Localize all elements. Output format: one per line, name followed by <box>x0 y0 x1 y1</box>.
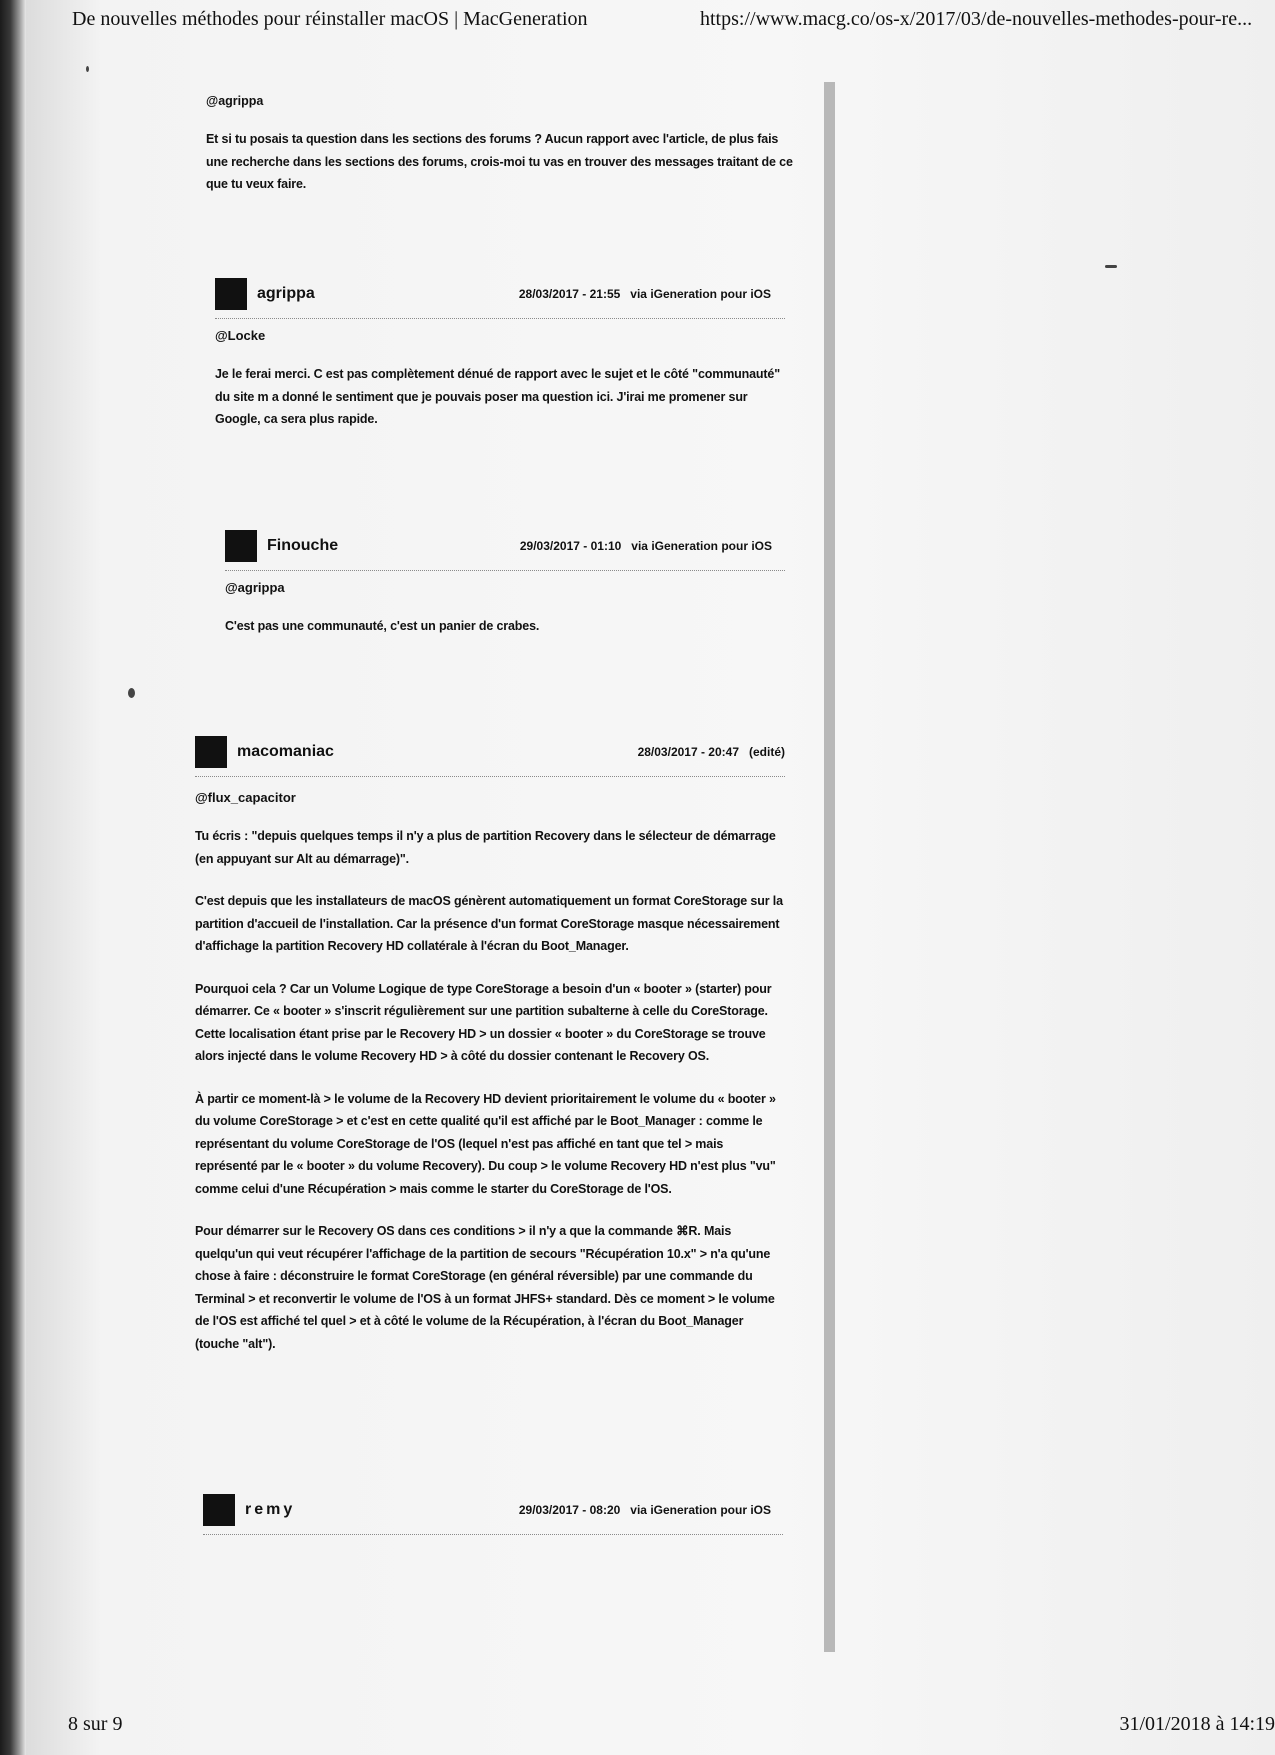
comment-agrippa <box>215 278 785 451</box>
comment-author[interactable]: Finouche <box>267 537 339 554</box>
comment-header <box>203 1494 783 1526</box>
comment-mention[interactable]: @agrippa <box>225 580 285 595</box>
print-header-title: De nouvelles méthodes pour réinstaller macOS | MacGeneration <box>72 8 588 30</box>
comment-body <box>195 825 785 1355</box>
print-header-url: https://www.macg.co/os-x/2017/03/de-nouvelles-methodes-pour-re... <box>700 8 1253 30</box>
comment-paragraph: À partir ce moment-là > le volume de la Recovery HD devient prioritairement le volume du « booter » du volume CoreStorage > et c'est en cette qualité qu'il est affiché par le Boot_Manager : comme le représentant du volume CoreStorage de l'OS (lequel n'est pas affiché en tant que tel > mais représenté par le « booter » du volume Recovery). Du coup > le volume Recovery HD n'est plus "vu" comme celui d'une Récupération > mais comme le starter du CoreStorage de l'OS. <box>195 1091 776 1196</box>
avatar[interactable] <box>225 530 257 562</box>
comment-paragraph: Je le ferai merci. C est pas complètement dénué de rapport avec le sujet et le côté "communauté" du site m a donné le sentiment que je pouvais poser ma question ici. J'irai me promener sur Google, ca sera plus rapide. <box>215 367 781 426</box>
comment-author[interactable]: agrippa <box>257 285 315 302</box>
scan-speck <box>1105 265 1117 268</box>
comments-scrollbar[interactable] <box>824 82 835 1652</box>
comment-via: via iGeneration pour iOS <box>630 287 771 301</box>
print-footer-timestamp: 31/01/2018 à 14:19 <box>1119 1713 1275 1735</box>
comment-meta <box>520 539 772 553</box>
comment-body <box>225 615 785 638</box>
avatar[interactable] <box>203 1494 235 1526</box>
comment-paragraph: C'est depuis que les installateurs de macOS génèrent automatiquement un format CoreStorage sur la partition d'accueil de l'installation. Car la présence d'un format CoreStorage masque nécessairement d'affichage la partition Recovery HD collatérale à l'écran du Boot_Manager. <box>195 894 783 953</box>
comment-macomaniac <box>195 736 785 1375</box>
avatar[interactable] <box>195 736 227 768</box>
comment-remy <box>203 1494 783 1526</box>
comment-author[interactable]: macomaniac <box>237 743 334 760</box>
comment-paragraph: Et si tu posais ta question dans les sections des forums ? Aucun rapport avec l'article, de plus fais une recherche dans les sections des forums, crois-moi tu vas en trouver des messages traitant de ce que tu veux faire. <box>206 132 793 191</box>
comment-header <box>225 530 785 562</box>
comment-divider <box>195 776 785 777</box>
comment-header <box>215 278 785 310</box>
comment-mention[interactable]: @Locke <box>215 328 266 343</box>
comment-meta <box>519 287 771 301</box>
comment-intro <box>206 94 796 216</box>
comment-meta <box>519 1503 771 1517</box>
comment-date[interactable]: 29/03/2017 - 08:20 <box>518 1503 621 1517</box>
comment-author[interactable]: remy <box>245 1501 296 1518</box>
comment-mention[interactable]: @flux_capacitor <box>195 790 296 805</box>
comment-paragraph: C'est pas une communauté, c'est un panier de crabes. <box>225 619 540 633</box>
comment-divider <box>225 570 785 571</box>
print-header <box>72 6 1275 36</box>
scan-speck <box>128 688 135 698</box>
comment-via: via iGeneration pour iOS <box>630 1503 771 1517</box>
scan-shadow-edge <box>0 0 26 1755</box>
comment-date[interactable]: 28/03/2017 - 20:47 <box>637 745 739 759</box>
avatar[interactable] <box>215 278 247 310</box>
comment-divider <box>203 1534 783 1535</box>
comment-date[interactable]: 28/03/2017 - 21:55 <box>518 287 621 301</box>
comment-body <box>215 363 785 431</box>
comment-edited-flag: (edité) <box>749 745 785 759</box>
print-footer <box>68 1713 1275 1741</box>
comment-paragraph: Pourquoi cela ? Car un Volume Logique de type CoreStorage a besoin d'un « booter » (starter) pour démarrer. Ce « booter » s'inscrit régulièrement sur une partition subalterne à celle du CoreStorage. Cette localisation étant prise par le Recovery HD > un dossier « booter » du CoreStorage se trouve alors injecté dans le volume Recovery HD > à côté du dossier contenant le Recovery OS. <box>195 981 772 1063</box>
comment-via: via iGeneration pour iOS <box>631 539 772 553</box>
comment-meta <box>638 745 785 759</box>
comment-paragraph: Tu écris : "depuis quelques temps il n'y a plus de partition Recovery dans le sélecteur de démarrage (en appuyant sur Alt au démarrage)". <box>195 829 776 866</box>
comment-finouche <box>225 530 785 658</box>
comment-mention[interactable]: @agrippa <box>206 94 264 108</box>
comment-header <box>195 736 785 768</box>
comment-paragraph: Pour démarrer sur le Recovery OS dans ces conditions > il n'y a que la commande ⌘R. Mais quelqu'un qui veut récupérer l'affichage de la partition de secours "Récupération 10.x" > n'a qu'une chose à faire : déconstruire le format CoreStorage (en général réversible) par une commande du Terminal > et reconvertir le volume de l'OS à un format JHFS+ standard. Dès ce moment > le volume de l'OS est affiché tel quel > et à côté le volume de la Récupération, à l'écran du Boot_Manager (touche "alt"). <box>195 1224 775 1351</box>
scan-speck <box>86 66 89 72</box>
comment-body <box>206 128 796 196</box>
comment-date[interactable]: 29/03/2017 - 01:10 <box>519 539 622 553</box>
comment-divider <box>215 318 785 319</box>
print-footer-page-number: 8 sur 9 <box>68 1713 123 1735</box>
